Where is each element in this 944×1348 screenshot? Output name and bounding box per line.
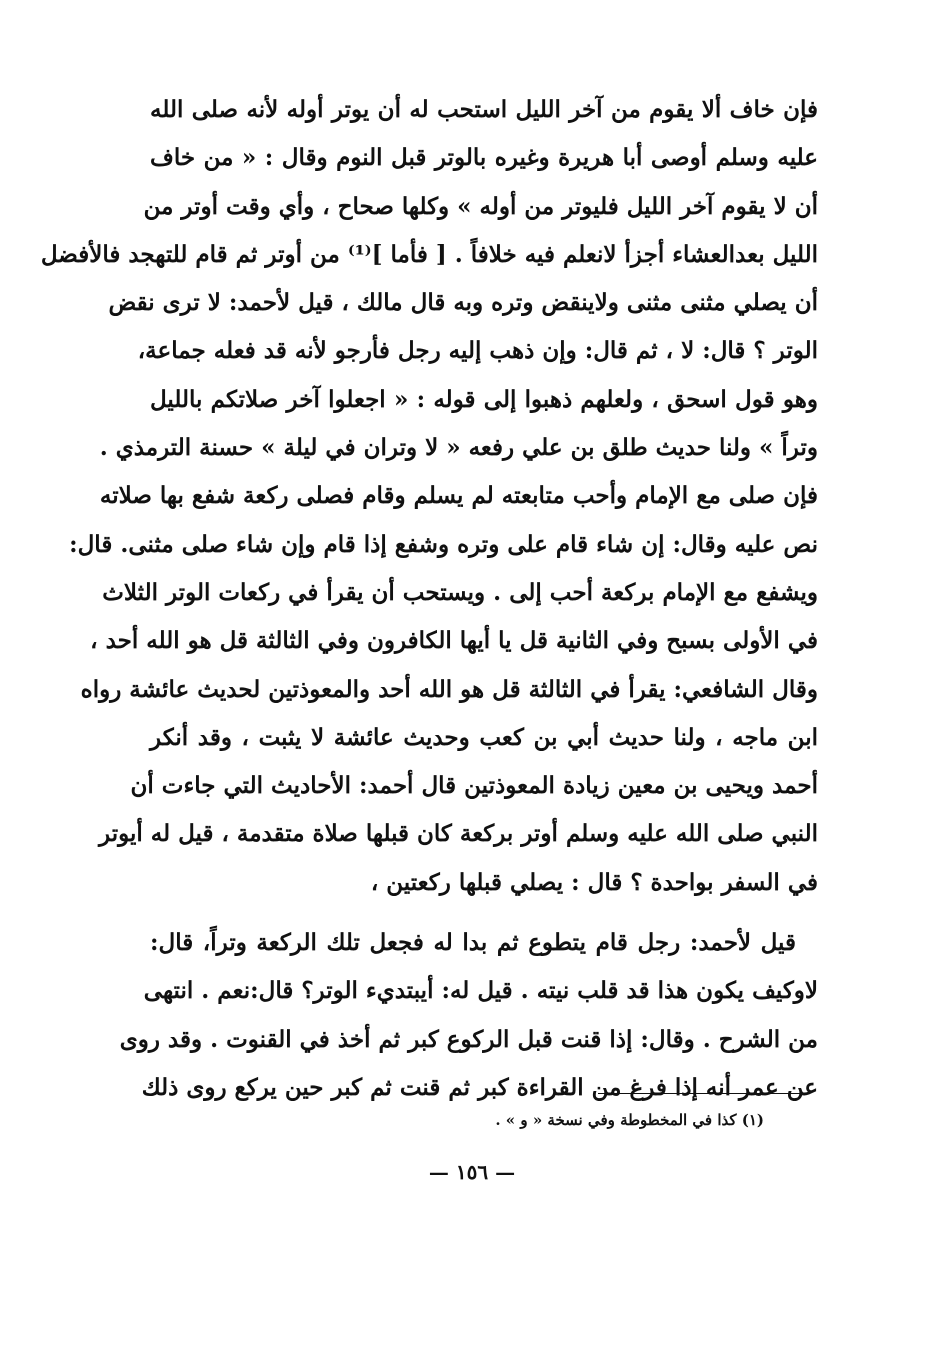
paragraph-1 [40,86,818,907]
text-line: لاوكيف يكون هذا قد قلب نيته . قيل له: أيبتديء الوتر؟ قال:نعم . انتهى [143,977,818,1005]
footnote: (١) كذا في المخطوطة وفي نسخة « و » . [495,1111,764,1129]
text-line: نص عليه وقال: إن شاء قام على وتره وشفع إذا قام وإن شاء صلى مثنى. قال: [69,530,818,558]
text-line: وتراً » ولنا حديث طلق بن علي رفعه « لا وتران في ليلة » حسنة الترمذي . [99,434,818,462]
text-line: فإن صلى مع الإمام وأحب متابعته لم يسلم وقام فصلى ركعة شفع بها صلاته [99,482,818,510]
text-line: وقال الشافعي: يقرأ في الثالثة قل هو الله أحد والمعوذتين لحديث عائشة رواه [80,675,818,703]
text-line: النبي صلى الله عليه وسلم أوتر بركعة كان قبلها صلاة متقدمة ، قيل له أيوتر [99,820,818,848]
footnote-divider [598,1093,808,1094]
text-line: قيل لأحمد: رجل قام يتطوع ثم بدا له فجعل تلك الركعة وتراً، قال: [150,929,796,957]
text-line: ويشفع مع الإمام بركعة أحب إلى . ويستحب أن يقرأ في ركعات الوتر الثلاث [102,578,818,606]
text-line: أحمد ويحيى بن معين زيادة المعوذتين قال أحمد: الأحاديث التي جاءت أن [130,772,818,800]
main-text [40,86,818,1112]
text-line: فإن خاف ألا يقوم من آخر الليل استحب له أن يوتر أوله لأنه صلى الله [150,96,818,123]
text-line: عن عمر أنه إذا فرغ من القراءة كبر ثم قنت ثم كبر حين يركع روى ذلك [141,1073,818,1101]
text-line: أن لا يقوم آخر الليل فليوتر من أوله » وكلها صحاح ، وأي وقت أوتر من [143,192,818,220]
page-number: — ١٥٦ — [428,1160,516,1184]
text-line: الليل بعدالعشاء أجزأ لانعلم فيه خلافاً . [ فأما ]⁽¹⁾ من أوتر ثم قام للتهجد فالأفضل [40,240,818,268]
text-line: في الأولى بسبح وفي الثانية قل يا أيها الكافرون وفي الثالثة قل هو الله أحد ، [90,627,818,655]
text-line: عليه وسلم أوصى أبا هريرة وغيره بالوتر قبل النوم وقال : « من خاف [150,144,818,172]
text-line: في السفر بواحدة ؟ قال : يصلي قبلها ركعتين ، [370,868,818,896]
text-line: من الشرح . وقال: إذا قنت قبل الركوع كبر ثم أخذ في القنوت . وقد روى [119,1025,818,1053]
text-line: أن يصلي مثنى مثنى ولاينقض وتره وبه قال مالك ، قيل لأحمد: لا ترى نقض [108,289,818,317]
text-line: الوتر ؟ قال: لا ، ثم قال: وإن ذهب إليه رجل فأرجو لأنه قد فعله جماعة، [137,337,818,365]
paragraph-gap [150,907,818,919]
text-line: ابن ماجه ، ولنا حديث أبي بن كعب وحديث عائشة لا يثبت ، وقد أنكر [150,723,818,751]
text-line: وهو قول اسحق ، ولعلهم ذهبوا إلى قوله : « اجعلوا آخر صلاتكم بالليل [150,385,818,413]
paragraph-2 [119,919,818,1112]
